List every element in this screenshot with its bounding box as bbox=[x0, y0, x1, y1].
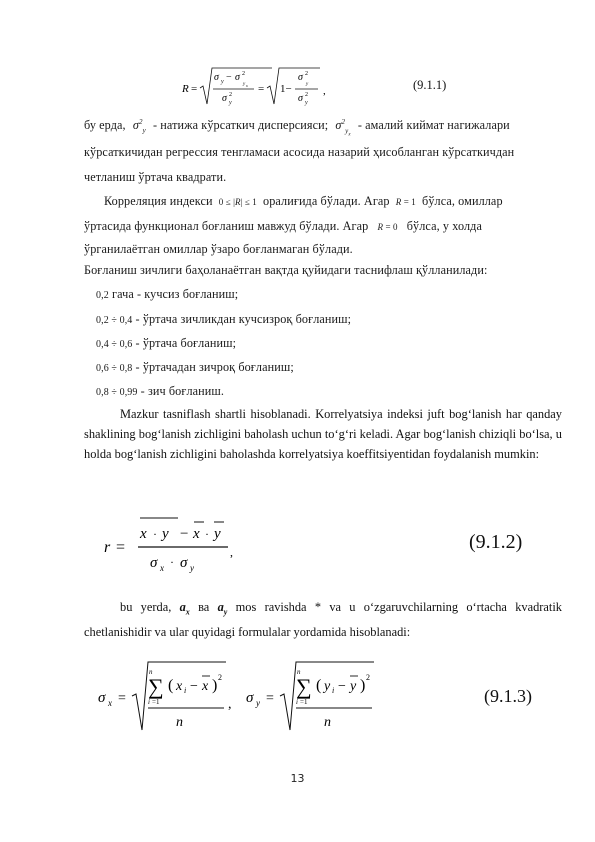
svg-text:=1: =1 bbox=[300, 698, 308, 706]
svg-text:1−: 1− bbox=[280, 83, 292, 95]
svg-text:y: y bbox=[214, 526, 221, 542]
svg-text:2: 2 bbox=[242, 71, 245, 77]
svg-text:n: n bbox=[324, 715, 331, 730]
svg-text:=: = bbox=[191, 83, 198, 95]
svg-text:n: n bbox=[297, 668, 301, 676]
svg-text:i: i bbox=[296, 698, 298, 706]
paragraph-2: bu yerda, $a_x$ ва $a_y$ mos ravishda * va u o‘zgaruvchilarning o‘rtacha kvadratik chetlanishidir va ular quyidagi formulalar yordamida hisoblanadi: bbox=[84, 600, 562, 640]
svg-text:(: ( bbox=[168, 677, 174, 694]
scan-line-4: Корреляция индекси 0 ≤ |R| ≤ 1 оралиғида бўлади. Агар R = 1 бўлса, омиллар bbox=[104, 194, 503, 208]
svg-text:y: y bbox=[221, 79, 224, 85]
svg-text:y: y bbox=[256, 698, 260, 708]
svg-text:x: x bbox=[246, 83, 248, 88]
sigma-y-squared: $\sigma^2_y$ bbox=[132, 118, 146, 135]
svg-text:·: · bbox=[170, 555, 174, 569]
svg-text:=1: =1 bbox=[152, 698, 160, 706]
svg-text:y: y bbox=[305, 100, 308, 106]
equation-9-1-3 bbox=[98, 660, 378, 736]
svg-text:,: , bbox=[228, 697, 232, 712]
svg-text:R: R bbox=[182, 83, 189, 95]
svg-text:∑: ∑ bbox=[296, 674, 312, 699]
svg-text:−: − bbox=[338, 679, 346, 694]
svg-text:σ: σ bbox=[214, 72, 219, 83]
range-0-R-1: 0 ≤ |R| ≤ 1 bbox=[218, 197, 257, 207]
svg-text:x: x bbox=[202, 679, 209, 694]
svg-text:y: y bbox=[324, 679, 331, 694]
svg-text:x: x bbox=[140, 526, 147, 542]
svg-text:): ) bbox=[360, 677, 366, 694]
equation-number-9-1-2: (9.1.2) bbox=[469, 531, 523, 553]
svg-text:−: − bbox=[180, 526, 189, 542]
svg-text:σ: σ bbox=[246, 690, 254, 706]
scan-line-1: бу ерда, $\sigma^2_y$ - натижа кўрсаткич дисперсияси; $\sigma^2_{y_x}$ - амалий киймат нагижалари bbox=[84, 118, 510, 137]
svg-text:σ: σ bbox=[235, 72, 240, 83]
svg-text:2: 2 bbox=[366, 673, 370, 682]
page-number: 13 bbox=[290, 772, 305, 785]
equation-number-9-1-3: (9.1.3) bbox=[484, 686, 532, 706]
svg-text:2: 2 bbox=[229, 92, 232, 98]
svg-text:y: y bbox=[162, 526, 169, 542]
svg-text:=: = bbox=[118, 691, 126, 706]
svg-text:y: y bbox=[229, 100, 232, 106]
svg-text:σ: σ bbox=[150, 555, 158, 571]
svg-text:r: r bbox=[104, 539, 111, 556]
svg-text:y: y bbox=[306, 82, 309, 87]
classification-item-4: 0,6 ÷ 0,8 - ўртачадан зичроқ боғланиш; bbox=[96, 360, 294, 374]
svg-text:σ: σ bbox=[298, 72, 303, 83]
svg-text:σ: σ bbox=[98, 690, 106, 706]
svg-text:=: = bbox=[258, 83, 265, 95]
R-equals-1: R = 1 bbox=[395, 197, 416, 207]
scan-line-5: ўртасида функционал боғланиш мавжуд бўлади. Агар R = 0 бўлса, у холда bbox=[84, 219, 482, 233]
svg-text:σ: σ bbox=[180, 555, 188, 571]
svg-text:=: = bbox=[266, 691, 274, 706]
scan-line-7: Боғланиш зичлиги баҳоланаётган вақтда қуйидаги таснифлаш қўлланилади: bbox=[84, 263, 488, 277]
svg-text:−: − bbox=[226, 72, 232, 83]
svg-text:y: y bbox=[350, 679, 357, 694]
svg-text:(: ( bbox=[316, 677, 322, 694]
equation-number-9-1-1: (9.1.1) bbox=[413, 78, 447, 92]
svg-text:−: − bbox=[190, 679, 198, 694]
svg-text:): ) bbox=[212, 677, 218, 694]
classification-item-5: 0,8 ÷ 0,99 - зич боғланиш. bbox=[96, 384, 225, 398]
svg-text:i: i bbox=[184, 686, 187, 695]
equation-9-1-2 bbox=[104, 516, 244, 576]
svg-text:x: x bbox=[160, 563, 164, 573]
svg-text:=: = bbox=[116, 539, 126, 556]
svg-text:x: x bbox=[193, 526, 200, 542]
svg-text:x: x bbox=[176, 679, 183, 694]
svg-text:σ: σ bbox=[222, 93, 227, 104]
scan-line-3: четланиш ўртача квадрати. bbox=[84, 170, 227, 184]
sigma-yx-squared: $\sigma^2_{y_x}$ bbox=[335, 118, 351, 137]
svg-text:2: 2 bbox=[305, 71, 308, 77]
paragraph-1: Mazkur tasniflash shartli hisoblanadi. Korrelyatsiya indeksi juft bog‘lanish har qanday shaklining bog‘lanish zichligini baholash uchun to‘g‘ri keladi. Agar bog‘lanish chiziqli bo‘lsa, u holda bog‘lanish zichligini baholashda korrelyatsiya koeffitsiyentidan foydalanish mumkin: bbox=[84, 407, 562, 461]
classification-item-1: 0,2 гача - кучсиз боғланиш; bbox=[96, 287, 239, 301]
svg-text:·: · bbox=[153, 527, 157, 541]
svg-text:i: i bbox=[148, 698, 150, 706]
svg-text:σ: σ bbox=[298, 93, 303, 104]
equation-9-1-1 bbox=[180, 64, 330, 114]
svg-text:2: 2 bbox=[305, 92, 308, 98]
svg-text:y: y bbox=[190, 563, 194, 573]
svg-text:·: · bbox=[205, 527, 209, 541]
svg-text:x: x bbox=[108, 698, 112, 708]
scan-line-2: кўрсаткичидан регрессия тенгламаси асосида назарий ҳисобланган кўрсаткичдан bbox=[84, 145, 515, 159]
svg-text:i: i bbox=[332, 686, 335, 695]
R-equals-0: R = 0 bbox=[377, 222, 398, 232]
svg-text:,: , bbox=[230, 545, 233, 559]
scan-line-6: ўрганилаётган омиллар ўзаро боғланмаган бўлади. bbox=[84, 242, 353, 256]
svg-text:2: 2 bbox=[218, 673, 222, 682]
svg-text:,: , bbox=[323, 85, 326, 97]
svg-text:n: n bbox=[176, 715, 183, 730]
svg-text:y: y bbox=[243, 82, 246, 87]
classification-item-3: 0,4 ÷ 0,6 - ўртача боғланиш; bbox=[96, 336, 237, 350]
svg-text:n: n bbox=[149, 668, 153, 676]
svg-text:∑: ∑ bbox=[148, 674, 164, 699]
classification-item-2: 0,2 ÷ 0,4 - ўртача зичликдан кучсизроқ боғланиш; bbox=[96, 312, 352, 326]
